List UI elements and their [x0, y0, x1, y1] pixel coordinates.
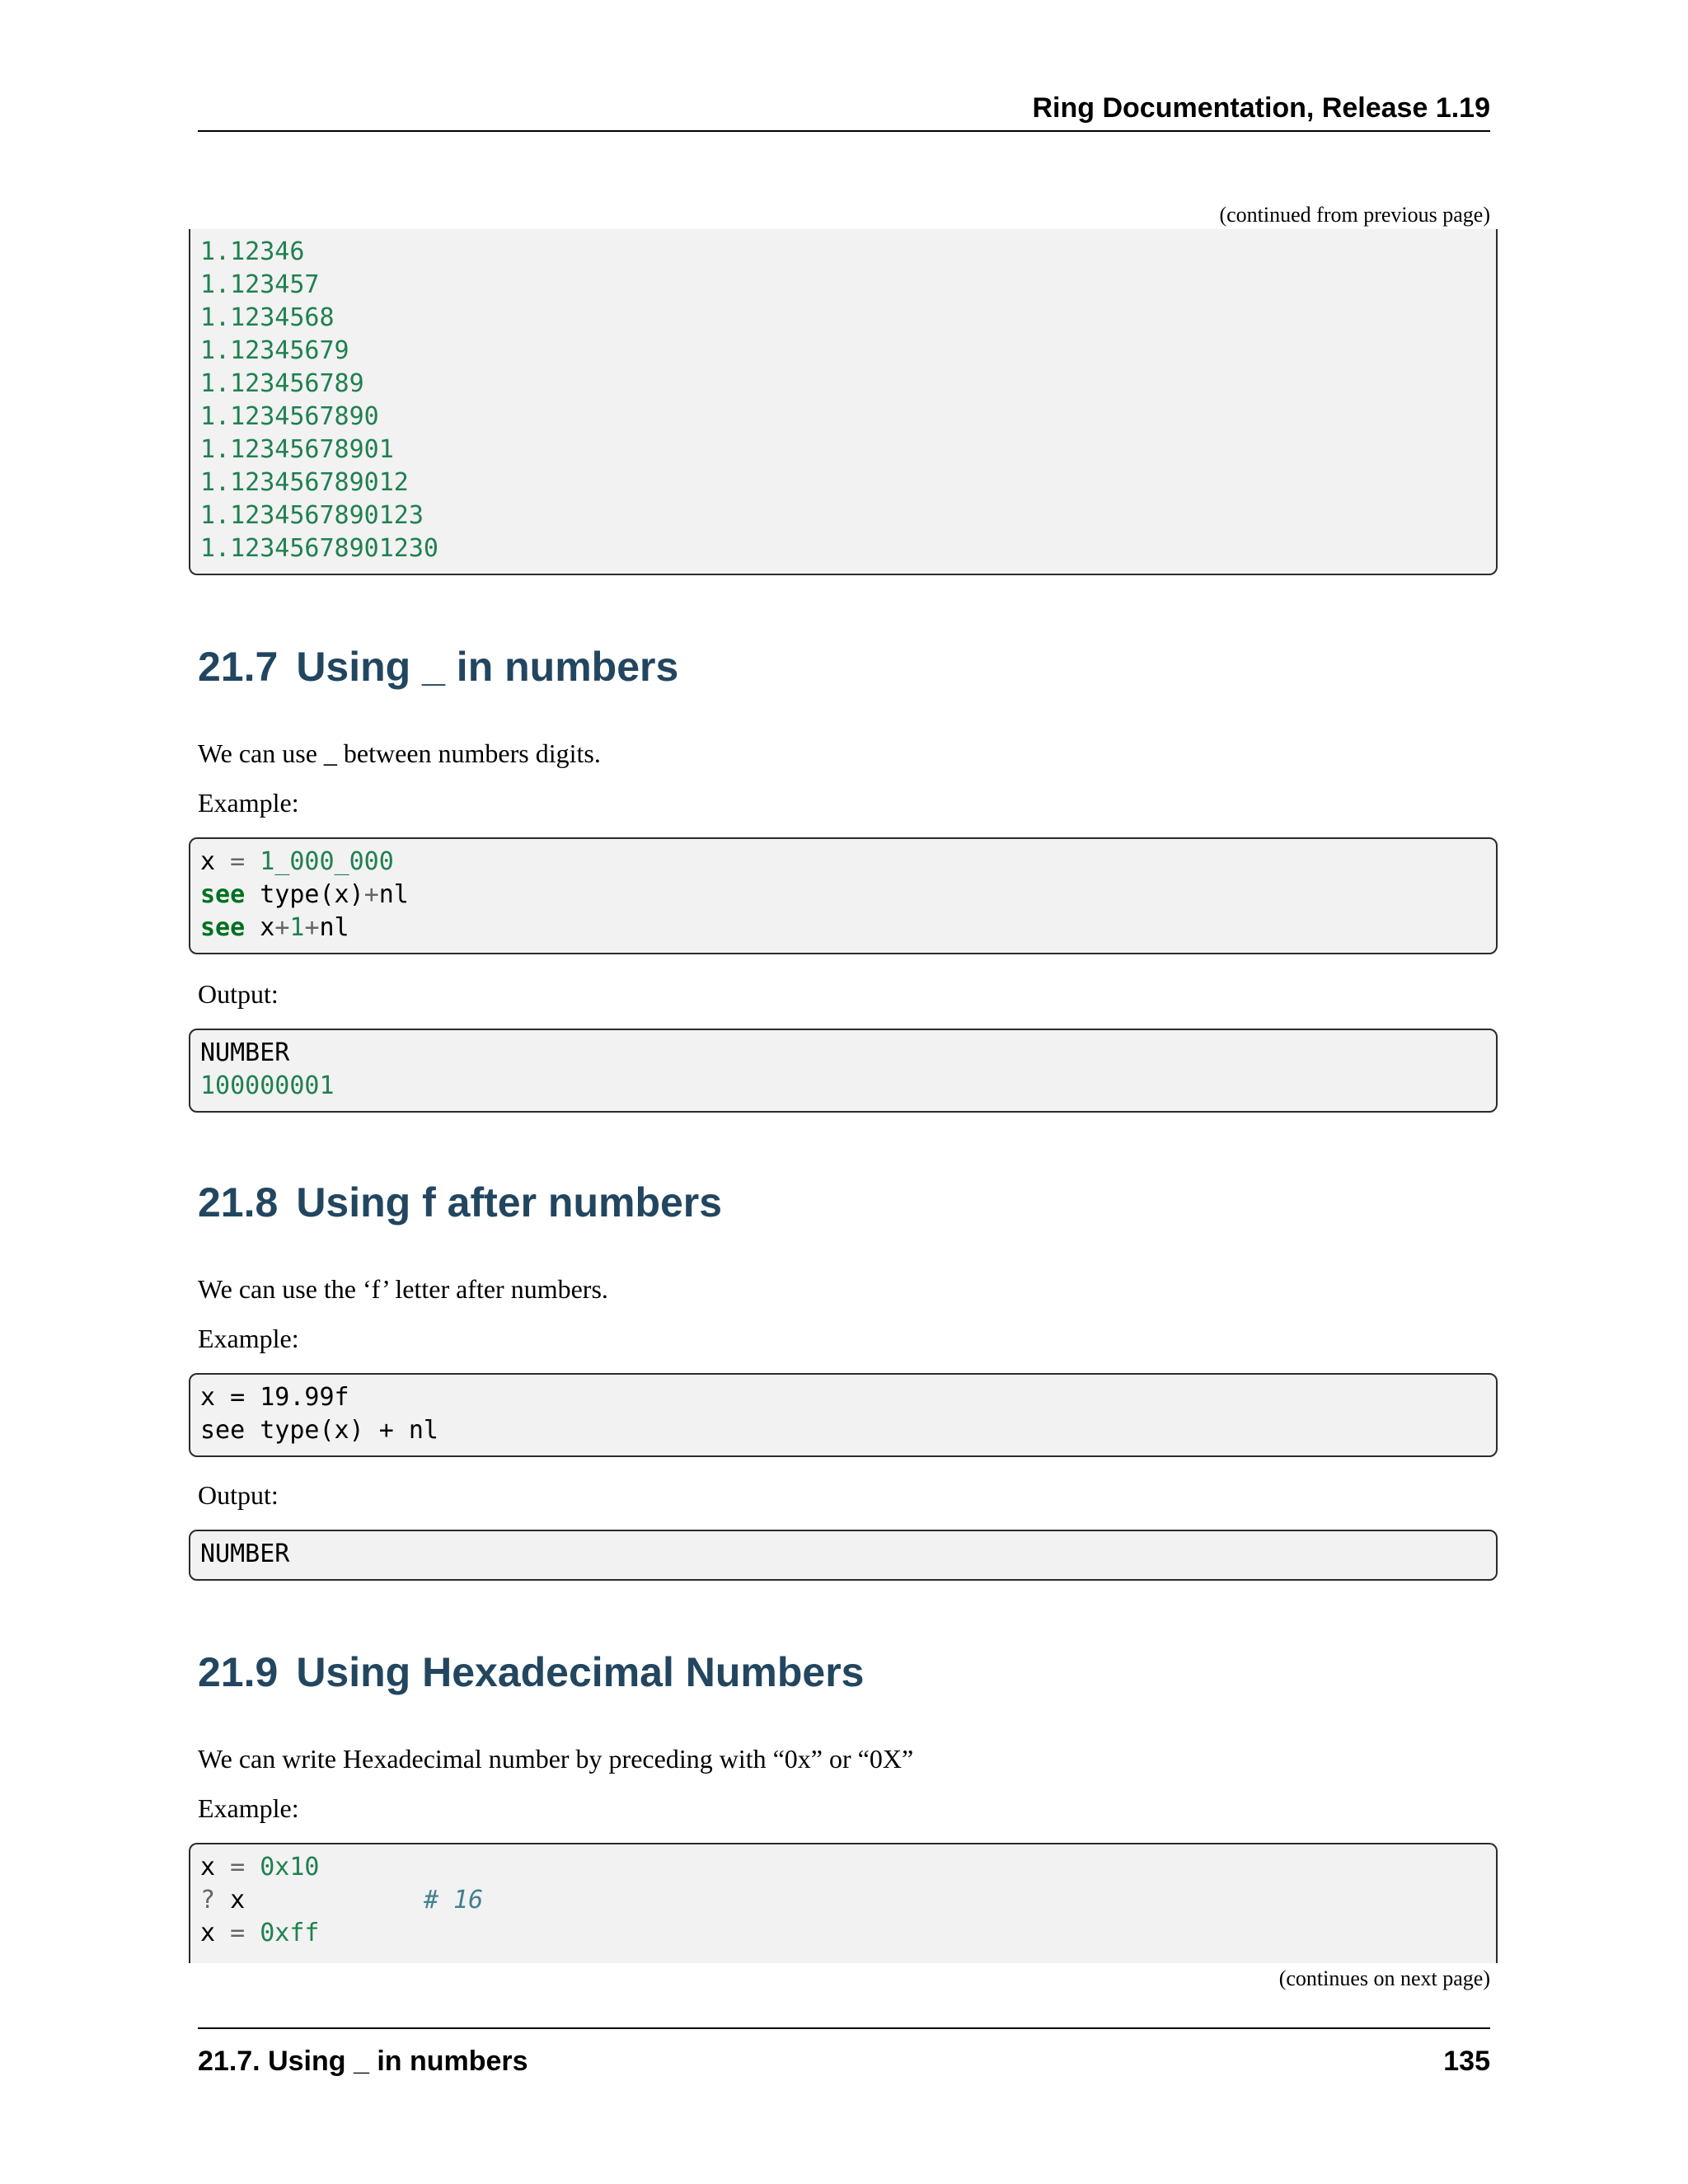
code-line: 1.123456789: [200, 369, 364, 398]
section-heading-21-8: [198, 1179, 722, 1226]
code-block-continued: [189, 229, 1498, 575]
code-operator: +: [363, 880, 379, 909]
code-line: [200, 912, 1496, 944]
section-number: 21.9: [198, 1649, 279, 1695]
code-line: 1.1234568: [200, 303, 335, 332]
page-number: 135: [1443, 2046, 1490, 2077]
output-label: Output:: [198, 979, 279, 1009]
code-keyword: see: [200, 913, 246, 942]
code-operator: =: [230, 1919, 246, 1947]
code-line: [200, 879, 1496, 912]
section-intro: We can write Hexadecimal number by preceding with “0x” or “0X”: [198, 1744, 914, 1774]
code-call: type(x): [260, 880, 364, 909]
output-line: NUMBER: [200, 1540, 290, 1568]
code-number: 1_000_000: [260, 847, 394, 876]
code-line: see type(x) + nl: [200, 1416, 438, 1445]
code-number: 0xff: [260, 1919, 320, 1947]
code-line: [200, 1884, 1496, 1917]
code-padding: [245, 1886, 424, 1915]
code-operator: ?: [200, 1886, 216, 1915]
code-block-example: [189, 837, 1498, 954]
section-intro: We can use _ between numbers digits.: [198, 738, 601, 768]
code-line: 1.123456789012: [200, 468, 409, 497]
code-line: 1.12345678901: [200, 435, 394, 464]
section-number: 21.7: [198, 644, 279, 690]
code-line: 1.12345679: [200, 336, 349, 365]
output-line: 100000001: [200, 1071, 335, 1100]
code-var: x: [230, 1886, 246, 1915]
code-number: 0x10: [260, 1853, 320, 1882]
code-line: 1.12345678901230: [200, 534, 438, 563]
code-nl: nl: [378, 880, 409, 909]
code-operator: =: [230, 1853, 246, 1882]
code-line: 1.123457: [200, 270, 320, 299]
page-footer: [198, 2027, 1490, 2077]
section-title: Using Hexadecimal Numbers: [296, 1649, 865, 1695]
continues-on-next-page-note: (continues on next page): [1278, 1966, 1490, 1990]
footer-section-title: 21.7. Using _ in numbers: [198, 2046, 528, 2077]
section-heading-21-7: [198, 643, 678, 691]
code-line: [200, 1851, 1496, 1884]
code-operator: +: [274, 913, 290, 942]
code-keyword: see: [200, 880, 246, 909]
code-block-output: [189, 1530, 1498, 1581]
output-line: NUMBER: [200, 1038, 290, 1067]
code-line: x = 19.99f: [200, 1383, 349, 1412]
code-number: 1: [289, 913, 305, 942]
code-var: x: [200, 1853, 216, 1882]
code-comment: # 16: [423, 1886, 484, 1915]
section-number: 21.8: [198, 1179, 279, 1226]
section-title: Using f after numbers: [296, 1179, 723, 1226]
code-operator: +: [304, 913, 320, 942]
code-line: [200, 846, 1496, 879]
code-line: 1.1234567890123: [200, 501, 424, 530]
header-title: Ring Documentation, Release 1.19: [1032, 92, 1490, 124]
code-nl: nl: [319, 913, 349, 942]
section-heading-21-9: [198, 1648, 864, 1696]
code-block-example: [189, 1843, 1498, 1963]
section-title: Using _ in numbers: [296, 644, 679, 690]
section-intro: We can use the ‘f’ letter after numbers.: [198, 1274, 608, 1304]
code-var: x: [200, 1919, 216, 1947]
code-block-output: [189, 1029, 1498, 1113]
code-operator: =: [230, 847, 246, 876]
code-block-example: [189, 1373, 1498, 1457]
code-var: x: [200, 847, 216, 876]
page-header: [198, 92, 1490, 132]
code-line: 1.12346: [200, 237, 305, 266]
example-label: Example:: [198, 788, 299, 818]
code-line: 1.1234567890: [200, 402, 379, 431]
example-label: Example:: [198, 1324, 299, 1353]
code-line: [200, 1917, 1496, 1950]
example-label: Example:: [198, 1793, 299, 1823]
continued-from-previous-note: (continued from previous page): [1219, 203, 1490, 227]
output-label: Output:: [198, 1480, 279, 1510]
code-var: x: [260, 913, 275, 942]
